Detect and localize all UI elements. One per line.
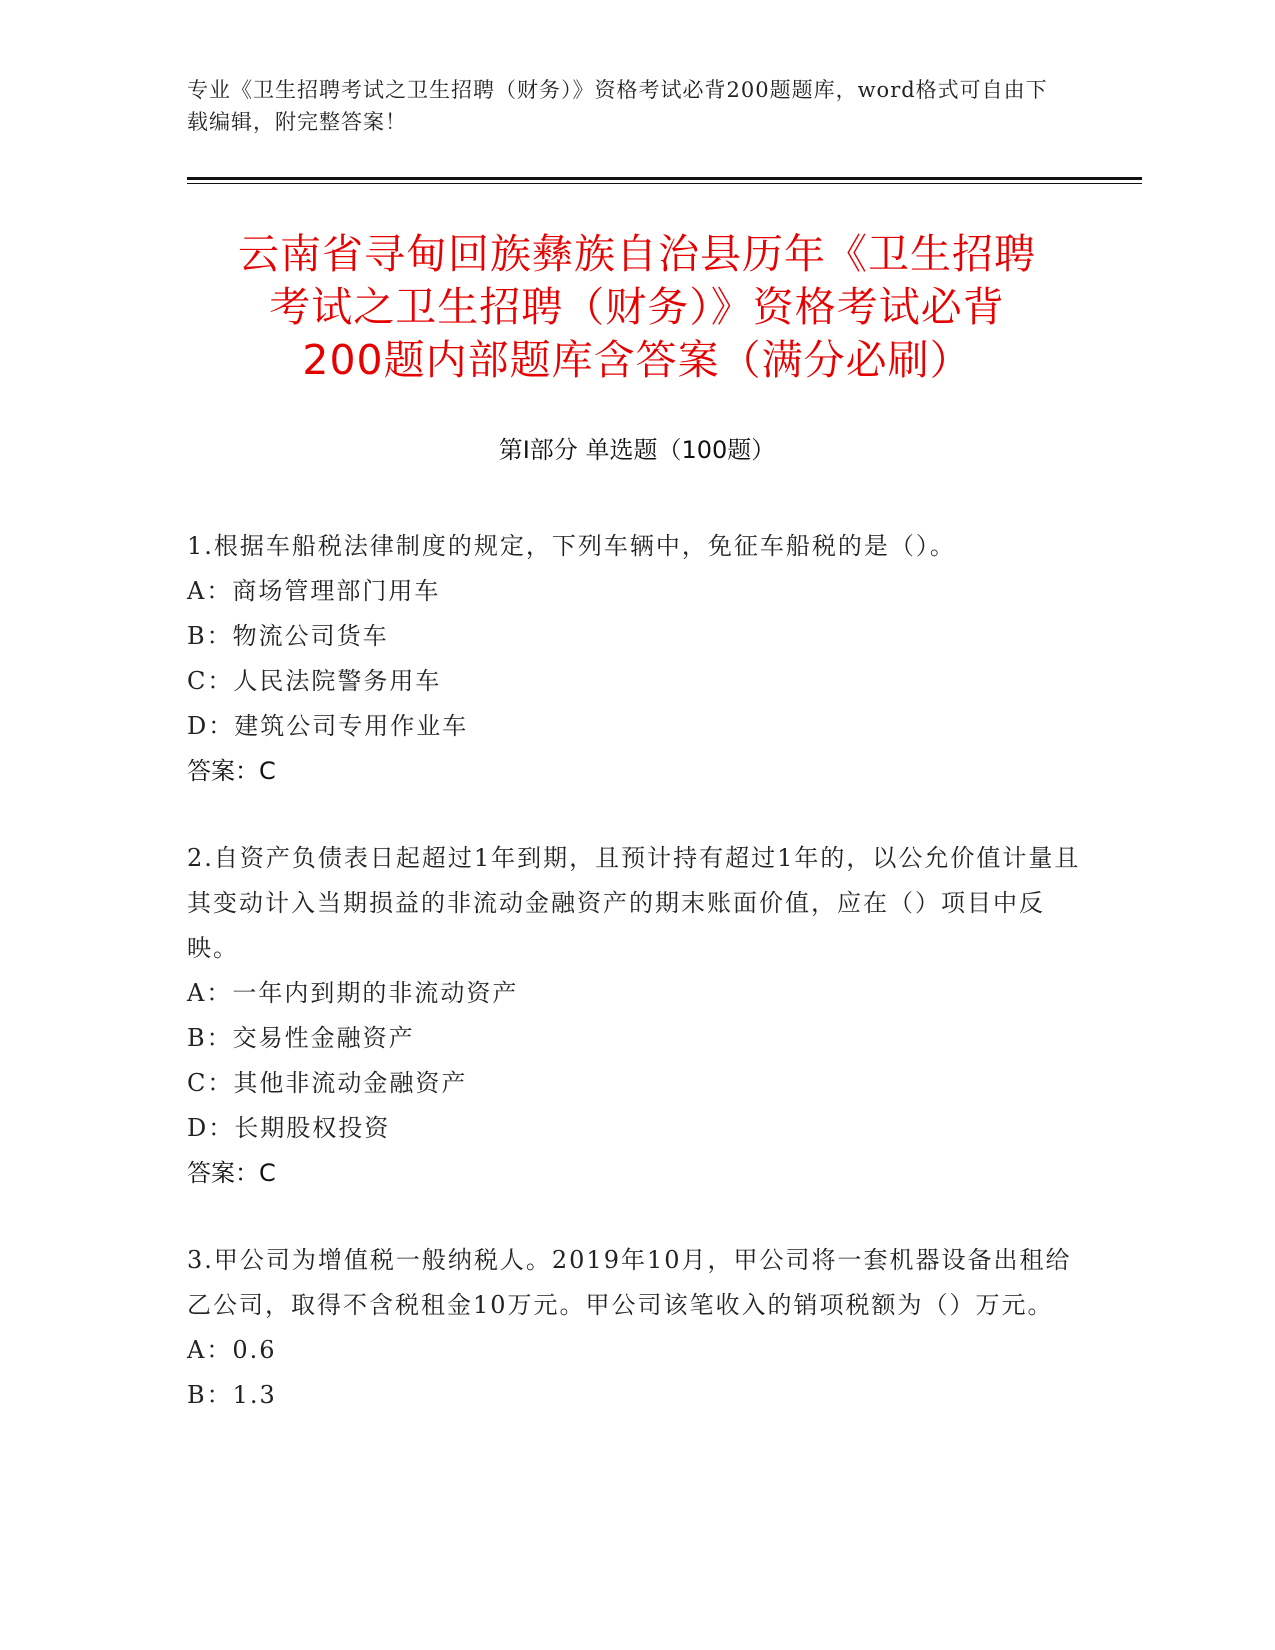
title-line-1: 云南省寻甸回族彝族自治县历年《卫生招聘 — [238, 230, 1036, 278]
option-b: B：物流公司货车 — [187, 622, 389, 650]
option-b: B：1.3 — [187, 1381, 277, 1409]
option-a: A：0.6 — [187, 1336, 277, 1364]
answer: 答案：C — [187, 1159, 276, 1187]
option-a: A：一年内到期的非流动资产 — [187, 979, 519, 1007]
header-divider-thick — [187, 177, 1142, 180]
question-list — [187, 524, 1087, 1460]
option-c: C：人民法院警务用车 — [187, 667, 442, 695]
option-d: D：长期股权投资 — [187, 1114, 391, 1142]
header-note: 专业《卫生招聘考试之卫生招聘（财务）》资格考试必背200题题库，word格式可自由下载编辑，附完整答案！ — [187, 78, 1048, 134]
question-stem: 1.根据车船税法律制度的规定，下列车辆中，免征车船税的是（）。 — [187, 532, 956, 560]
option-c: C：其他非流动金融资产 — [187, 1069, 468, 1097]
section-heading: 第Ⅰ部分 单选题（100题） — [498, 436, 776, 464]
question-1 — [187, 524, 1087, 794]
option-a: A：商场管理部门用车 — [187, 577, 441, 605]
question-stem: 2.自资产负债表日起超过1年到期，且预计持有超过1年的，以公允价值计量且其变动计入当期损益的非流动金融资产的期末账面价值，应在（）项目中反映。 — [187, 844, 1081, 962]
title-line-2: 考试之卫生招聘（财务）》资格考试必背 — [269, 283, 1005, 331]
answer: 答案：C — [187, 757, 276, 785]
option-b: B：交易性金融资产 — [187, 1024, 415, 1052]
question-3 — [187, 1238, 1087, 1418]
header-divider-thin — [187, 183, 1142, 184]
option-d: D：建筑公司专用作业车 — [187, 712, 469, 740]
question-2 — [187, 836, 1087, 1196]
question-stem: 3.甲公司为增值税一般纳税人。2019年10月，甲公司将一套机器设备出租给乙公司，取得不含税租金10万元。甲公司该笔收入的销项税额为（）万元。 — [187, 1246, 1072, 1319]
document-title — [187, 228, 1087, 387]
title-line-3: 200题内部题库含答案（满分必刷） — [302, 336, 972, 384]
